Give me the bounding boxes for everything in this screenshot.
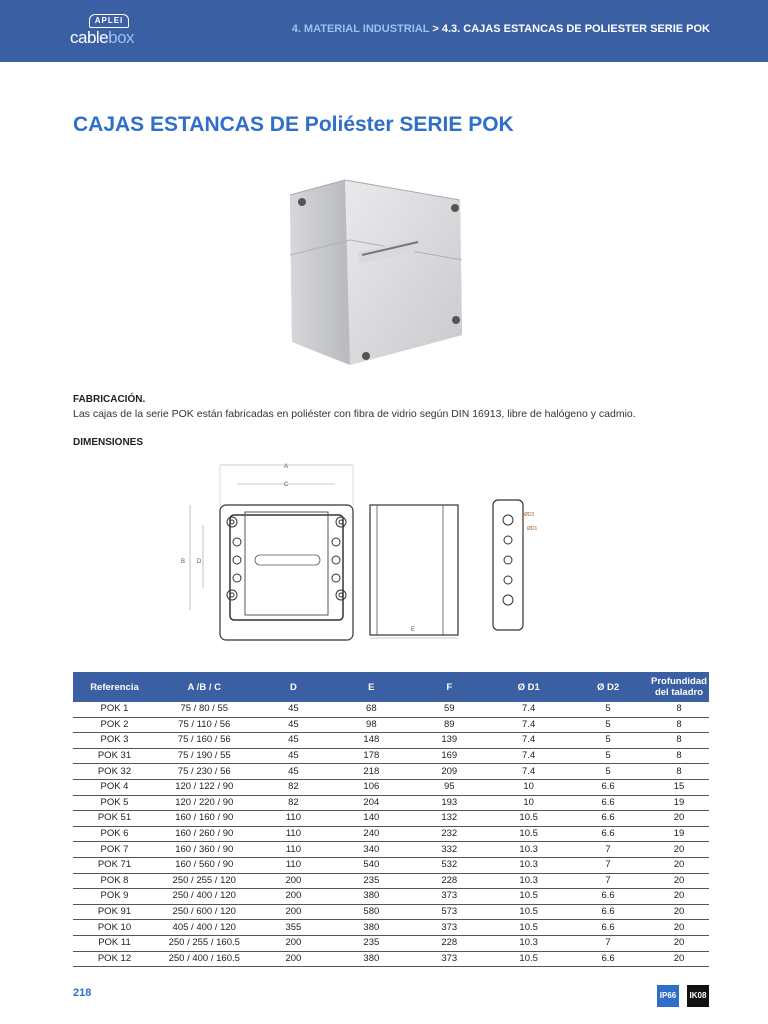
table-cell: 380	[334, 920, 408, 936]
table-cell: 332	[408, 842, 490, 858]
table-cell: 200	[253, 889, 335, 905]
table-cell: 6.6	[567, 951, 649, 967]
table-cell: 10.3	[490, 873, 567, 889]
column-header: Referencia	[73, 672, 156, 702]
table-cell: 45	[253, 764, 335, 780]
table-cell: 10	[490, 795, 567, 811]
table-cell: 20	[649, 889, 709, 905]
table-cell: 250 / 255 / 160.5	[156, 935, 253, 951]
table-cell: 120 / 220 / 90	[156, 795, 253, 811]
table-cell: 7.4	[490, 733, 567, 749]
table-cell: POK 11	[73, 935, 156, 951]
dim-label-d1: ØD1	[527, 526, 538, 532]
table-row	[73, 811, 709, 827]
dimensiones-heading: DIMENSIONES	[73, 437, 144, 448]
table-cell: 209	[408, 764, 490, 780]
table-cell: POK 51	[73, 811, 156, 827]
table-cell: 8	[649, 764, 709, 780]
table-cell: 148	[334, 733, 408, 749]
table-cell: 8	[649, 748, 709, 764]
table-cell: 8	[649, 733, 709, 749]
table-cell: 6.6	[567, 889, 649, 905]
table-cell: 240	[334, 826, 408, 842]
table-cell: 250 / 600 / 120	[156, 904, 253, 920]
table-cell: 75 / 160 / 56	[156, 733, 253, 749]
table-cell: 6.6	[567, 795, 649, 811]
page-title: CAJAS ESTANCAS DE Poliéster SERIE POK	[73, 113, 514, 136]
table-header-row	[73, 672, 709, 702]
table-cell: 8	[649, 717, 709, 733]
table-row	[73, 873, 709, 889]
table-cell: 132	[408, 811, 490, 827]
logo-wordmark: cablebox	[70, 28, 135, 47]
table-cell: 235	[334, 873, 408, 889]
table-cell: 228	[408, 935, 490, 951]
table-cell: 532	[408, 857, 490, 873]
table-cell: 218	[334, 764, 408, 780]
column-header: A /B / C	[156, 672, 253, 702]
table-cell: 232	[408, 826, 490, 842]
page-header	[0, 0, 768, 62]
table-cell: 8	[649, 702, 709, 717]
breadcrumb-section[interactable]: 4. MATERIAL INDUSTRIAL	[291, 23, 430, 35]
table-row	[73, 857, 709, 873]
table-cell: 6.6	[567, 811, 649, 827]
table-cell: 45	[253, 733, 335, 749]
ip-rating-icon: IP66	[657, 985, 679, 1007]
table-cell: POK 5	[73, 795, 156, 811]
table-cell: 20	[649, 951, 709, 967]
table-cell: 20	[649, 873, 709, 889]
table-row	[73, 935, 709, 951]
table-cell: 15	[649, 779, 709, 795]
table-cell: POK 71	[73, 857, 156, 873]
table-cell: 10.5	[490, 904, 567, 920]
table-cell: 5	[567, 733, 649, 749]
column-header: Ø D1	[490, 672, 567, 702]
table-cell: 5	[567, 748, 649, 764]
table-cell: 19	[649, 826, 709, 842]
table-cell: 7	[567, 873, 649, 889]
breadcrumb-separator: >	[432, 23, 439, 35]
table-cell: POK 3	[73, 733, 156, 749]
table-cell: POK 91	[73, 904, 156, 920]
table-cell: 89	[408, 717, 490, 733]
table-cell: 10.5	[490, 889, 567, 905]
table-cell: 250 / 400 / 120	[156, 889, 253, 905]
table-cell: 7.4	[490, 748, 567, 764]
table-cell: 7.4	[490, 702, 567, 717]
fabricacion-heading: FABRICACIÓN.	[73, 394, 146, 405]
table-cell: 160 / 260 / 90	[156, 826, 253, 842]
table-cell: 20	[649, 920, 709, 936]
table-cell: 200	[253, 951, 335, 967]
table-cell: 7	[567, 857, 649, 873]
table-cell: 75 / 110 / 56	[156, 717, 253, 733]
table-cell: POK 9	[73, 889, 156, 905]
breadcrumb	[292, 23, 710, 35]
table-cell: POK 12	[73, 951, 156, 967]
dim-label-d: D	[197, 559, 202, 565]
table-cell: 98	[334, 717, 408, 733]
table-cell: 20	[649, 842, 709, 858]
table-cell: 10.3	[490, 935, 567, 951]
table-cell: 160 / 160 / 90	[156, 811, 253, 827]
table-row	[73, 779, 709, 795]
table-cell: 10	[490, 779, 567, 795]
table-row	[73, 904, 709, 920]
column-header: Profundidad del taladro	[649, 672, 709, 702]
specifications-table	[73, 672, 709, 967]
table-cell: 7.4	[490, 764, 567, 780]
table-row	[73, 748, 709, 764]
table-cell: 540	[334, 857, 408, 873]
table-cell: 82	[253, 779, 335, 795]
table-cell: POK 6	[73, 826, 156, 842]
table-cell: 7	[567, 935, 649, 951]
table-row	[73, 889, 709, 905]
table-cell: 106	[334, 779, 408, 795]
table-cell: 250 / 255 / 120	[156, 873, 253, 889]
product-photo-enclosure	[270, 160, 500, 375]
table-cell: 45	[253, 702, 335, 717]
table-cell: POK 32	[73, 764, 156, 780]
table-cell: 160 / 360 / 90	[156, 842, 253, 858]
table-row	[73, 702, 709, 717]
table-cell: 169	[408, 748, 490, 764]
table-cell: 10.5	[490, 920, 567, 936]
table-row	[73, 951, 709, 967]
table-cell: 10.3	[490, 842, 567, 858]
ik-rating-icon: IK08	[687, 985, 709, 1007]
table-cell: 373	[408, 920, 490, 936]
table-cell: 68	[334, 702, 408, 717]
table-row	[73, 842, 709, 858]
table-cell: POK 31	[73, 748, 156, 764]
dimensions-drawing	[175, 460, 555, 645]
table-cell: 373	[408, 889, 490, 905]
table-cell: 7	[567, 842, 649, 858]
table-cell: 45	[253, 717, 335, 733]
table-cell: 10.5	[490, 811, 567, 827]
table-cell: 228	[408, 873, 490, 889]
column-header: Ø D2	[567, 672, 649, 702]
table-cell: 200	[253, 935, 335, 951]
table-cell: 110	[253, 857, 335, 873]
table-cell: 160 / 560 / 90	[156, 857, 253, 873]
table-cell: 380	[334, 951, 408, 967]
table-cell: 573	[408, 904, 490, 920]
table-cell: 110	[253, 842, 335, 858]
table-cell: 95	[408, 779, 490, 795]
table-row	[73, 733, 709, 749]
table-row	[73, 920, 709, 936]
column-header: E	[334, 672, 408, 702]
table-cell: 110	[253, 811, 335, 827]
table-cell: 6.6	[567, 904, 649, 920]
table-cell: 45	[253, 748, 335, 764]
cablebox-logo[interactable]	[70, 14, 150, 50]
table-cell: 75 / 80 / 55	[156, 702, 253, 717]
table-cell: 580	[334, 904, 408, 920]
table-cell: 75 / 230 / 56	[156, 764, 253, 780]
fabricacion-text: Las cajas de la serie POK están fabricadas en poliéster con fibra de vidrio según DIN 16913, libre de halógeno y cadmio.	[73, 408, 636, 420]
dim-label-b: B	[181, 559, 186, 565]
table-cell: POK 7	[73, 842, 156, 858]
table-cell: 20	[649, 857, 709, 873]
table-cell: 405 / 400 / 120	[156, 920, 253, 936]
table-cell: 110	[253, 826, 335, 842]
table-row	[73, 795, 709, 811]
table-cell: 139	[408, 733, 490, 749]
table-cell: 59	[408, 702, 490, 717]
dim-label-d2: ØD2	[524, 512, 535, 518]
table-cell: 5	[567, 764, 649, 780]
table-row	[73, 717, 709, 733]
column-header: F	[408, 672, 490, 702]
table-cell: 75 / 190 / 55	[156, 748, 253, 764]
table-cell: 20	[649, 935, 709, 951]
table-cell: 6.6	[567, 826, 649, 842]
table-cell: 200	[253, 873, 335, 889]
table-cell: POK 2	[73, 717, 156, 733]
breadcrumb-current: 4.3. CAJAS ESTANCAS DE POLIESTER SERIE POK	[441, 23, 710, 35]
table-cell: 20	[649, 904, 709, 920]
table-cell: 10.3	[490, 857, 567, 873]
table-cell: 5	[567, 717, 649, 733]
table-cell: 19	[649, 795, 709, 811]
dim-label-a: A	[284, 464, 289, 470]
table-cell: 204	[334, 795, 408, 811]
table-cell: 193	[408, 795, 490, 811]
logo-badge: APLEI	[89, 14, 129, 28]
page-number: 218	[73, 987, 92, 999]
table-cell: 380	[334, 889, 408, 905]
table-cell: 235	[334, 935, 408, 951]
table-cell: 340	[334, 842, 408, 858]
dim-label-c: C	[284, 482, 289, 488]
table-cell: 373	[408, 951, 490, 967]
table-cell: 5	[567, 702, 649, 717]
table-cell: POK 10	[73, 920, 156, 936]
table-row	[73, 764, 709, 780]
table-cell: 7.4	[490, 717, 567, 733]
table-cell: 355	[253, 920, 335, 936]
table-cell: POK 1	[73, 702, 156, 717]
dim-label-e: E	[411, 627, 416, 633]
table-cell: 6.6	[567, 779, 649, 795]
table-cell: 250 / 400 / 160.5	[156, 951, 253, 967]
table-cell: 10.5	[490, 826, 567, 842]
table-cell: 6.6	[567, 920, 649, 936]
table-cell: 20	[649, 811, 709, 827]
table-cell: 178	[334, 748, 408, 764]
table-cell: 120 / 122 / 90	[156, 779, 253, 795]
table-cell: 82	[253, 795, 335, 811]
table-cell: 140	[334, 811, 408, 827]
table-cell: POK 4	[73, 779, 156, 795]
table-cell: 200	[253, 904, 335, 920]
table-cell: 10.5	[490, 951, 567, 967]
table-cell: POK 8	[73, 873, 156, 889]
column-header: D	[253, 672, 335, 702]
table-row	[73, 826, 709, 842]
table-body	[73, 702, 709, 967]
